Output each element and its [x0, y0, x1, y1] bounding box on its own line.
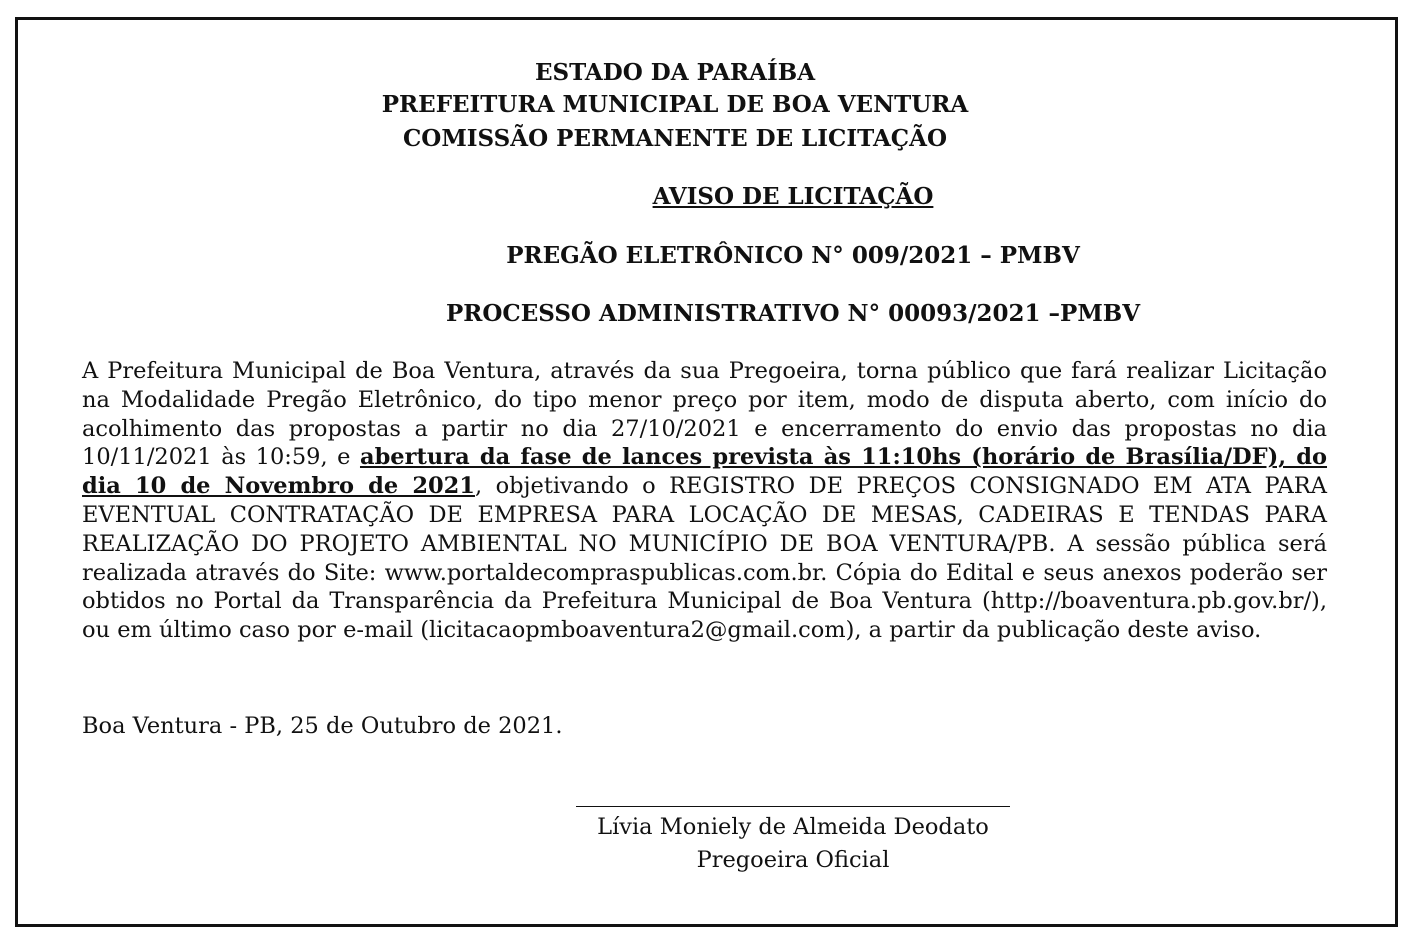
header-state: ESTADO DA PARAÍBA — [534, 59, 816, 86]
notice-body — [82, 357, 1327, 645]
notice-body-part1: A Prefeitura Municipal de Boa Ventura, através da sua Pregoeira, torna público que fará realizar Licitação na Modalidade Pregão Eletrônico, do tipo menor preço por item, modo de disputa aberto, com início do acolhimento das propostas a partir no dia 27/10/2021 e encerramento do envio das propostas no dia 10/11/2021 às 10:59, e — [82, 358, 1327, 471]
header-prefecture: PREFEITURA MUNICIPAL DE BOA VENTURA — [381, 91, 969, 118]
notice-title: AVISO DE LICITAÇÃO — [652, 183, 934, 210]
pregao-number: PREGÃO ELETRÔNICO N° 009/2021 – PMBV — [506, 242, 1080, 269]
notice-body-part2: , objetivando o REGISTRO DE PREÇOS CONSIGNADO EM ATA PARA EVENTUAL CONTRATAÇÃO DE EMPRESA PARA LOCAÇÃO DE MESAS, CADEIRAS E TENDAS PARA REALIZAÇÃO DO PROJETO AMBIENTAL NO MUNICÍPIO DE BOA VENTURA/PB. A sessão pública será realizada através do Site: www.portaldecompraspublicas.com.br. Cópia do Edital e seus anexos poderão ser obtidos no Portal da Transparência da Prefeitura Municipal de Boa Ventura (http://boaventura.pb.gov.br/), ou em último caso por e-mail (licitacaopmboaventura2@gmail.com), a partir da publicação deste aviso. — [82, 473, 1327, 644]
header-commission: COMISSÃO PERMANENTE DE LICITAÇÃO — [402, 125, 947, 152]
signatory-name: Lívia Moniely de Almeida Deodato — [597, 814, 989, 840]
signatory-role: Pregoeira Oficial — [696, 847, 890, 873]
notice-body-highlight: abertura da fase de lances prevista às 11:10hs (horário de Brasília/DF), do dia 10 de Novembro de 2021 — [82, 444, 1328, 500]
signature-line — [576, 806, 1010, 807]
date-line: Boa Ventura - PB, 25 de Outubro de 2021. — [82, 713, 563, 739]
processo-number: PROCESSO ADMINISTRATIVO N° 00093/2021 –PMBV — [445, 300, 1141, 327]
